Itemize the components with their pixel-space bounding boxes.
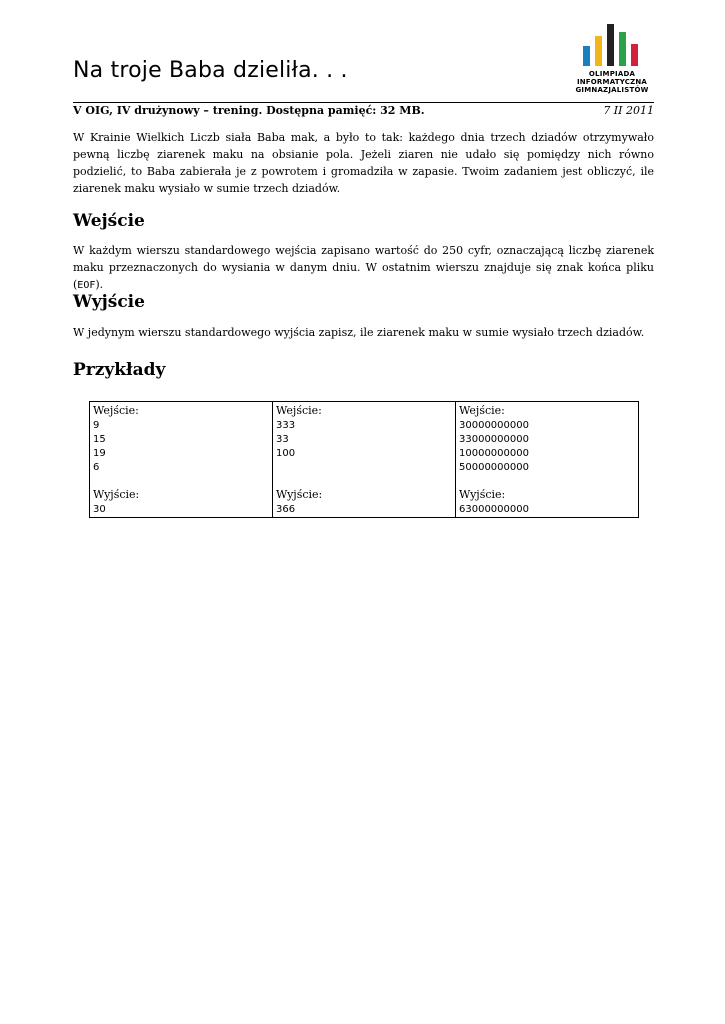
example-input-label: Wejście: xyxy=(276,404,322,417)
example-input-line: 9 xyxy=(93,420,100,431)
example-output-label: Wyjście: xyxy=(93,488,140,501)
example-input-label: Wejście: xyxy=(459,404,505,417)
example-output-value: 63000000000 xyxy=(459,504,529,515)
example-output-value: 30 xyxy=(93,504,106,515)
logo-line-2: INFORMATYCZNA xyxy=(576,78,648,86)
input-text-before: W każdym wierszu standardowego wejścia zapisano wartość do 250 cyfr, oznaczającą liczbę ziarenek maku przeznaczonych do wysiania w danym dniu. W ostatnim wierszu znajduje się znak końca pliku ( xyxy=(73,244,654,291)
example-input-line: 50000000000 xyxy=(459,462,529,473)
example-input-line: 6 xyxy=(93,462,100,473)
example-cell xyxy=(273,402,456,518)
example-cell xyxy=(90,402,273,518)
header-info: V OIG, IV drużynowy – trening. Dostępna pamięć: 32 MB. xyxy=(73,104,425,117)
logo-line-3: GIMNAZJALISTÓW xyxy=(575,86,649,94)
example-input-line: 33000000000 xyxy=(459,434,529,445)
example-cell xyxy=(456,402,639,518)
logo-text xyxy=(567,70,657,94)
output-paragraph: W jedynym wierszu standardowego wyjścia zapisz, ile ziarenek maku w sumie wysiało trzech dziadów. xyxy=(73,326,645,339)
example-output-label: Wyjście: xyxy=(459,488,506,501)
examples-heading: Przykłady xyxy=(73,360,166,380)
logo-line-1: OLIMPIADA xyxy=(588,70,636,78)
input-text-after: ). xyxy=(95,278,104,291)
intro-paragraph: W Krainie Wielkich Liczb siała Baba mak, a było to tak: każdego dnia trzech dziadów otrzymywało pewną liczbę ziarenek maku na obsianie pola. Jeżeli ziaren nie udało się pomiędzy nich równo podzielić, to Baba zabierała je z powrotem i gromadziła w zapasie. Twoim zadaniem jest obliczyć, ile ziarenek maku wysiało w sumie trzech dziadów. xyxy=(73,131,654,195)
example-output-label: Wyjście: xyxy=(276,488,323,501)
input-paragraph xyxy=(73,242,654,294)
example-input-line: 33 xyxy=(276,434,289,445)
example-input-line: 19 xyxy=(93,448,106,459)
examples-table xyxy=(89,401,639,518)
example-input-line: 100 xyxy=(276,448,296,459)
eof-token: EOF xyxy=(77,280,96,291)
example-input-line: 15 xyxy=(93,434,106,445)
example-input-label: Wejście: xyxy=(93,404,139,417)
header-divider xyxy=(73,102,654,103)
page-title: Na troje Baba dzieliła. . . xyxy=(73,58,348,83)
example-output-value: 366 xyxy=(276,504,296,515)
input-heading: Wejście xyxy=(73,211,145,231)
logo-bars-icon xyxy=(581,22,643,68)
olympiad-logo xyxy=(567,22,657,98)
example-input-line: 333 xyxy=(276,420,296,431)
example-input-line: 10000000000 xyxy=(459,448,529,459)
header-date: 7 II 2011 xyxy=(603,104,654,117)
output-heading: Wyjście xyxy=(73,292,145,312)
example-input-line: 30000000000 xyxy=(459,420,529,431)
